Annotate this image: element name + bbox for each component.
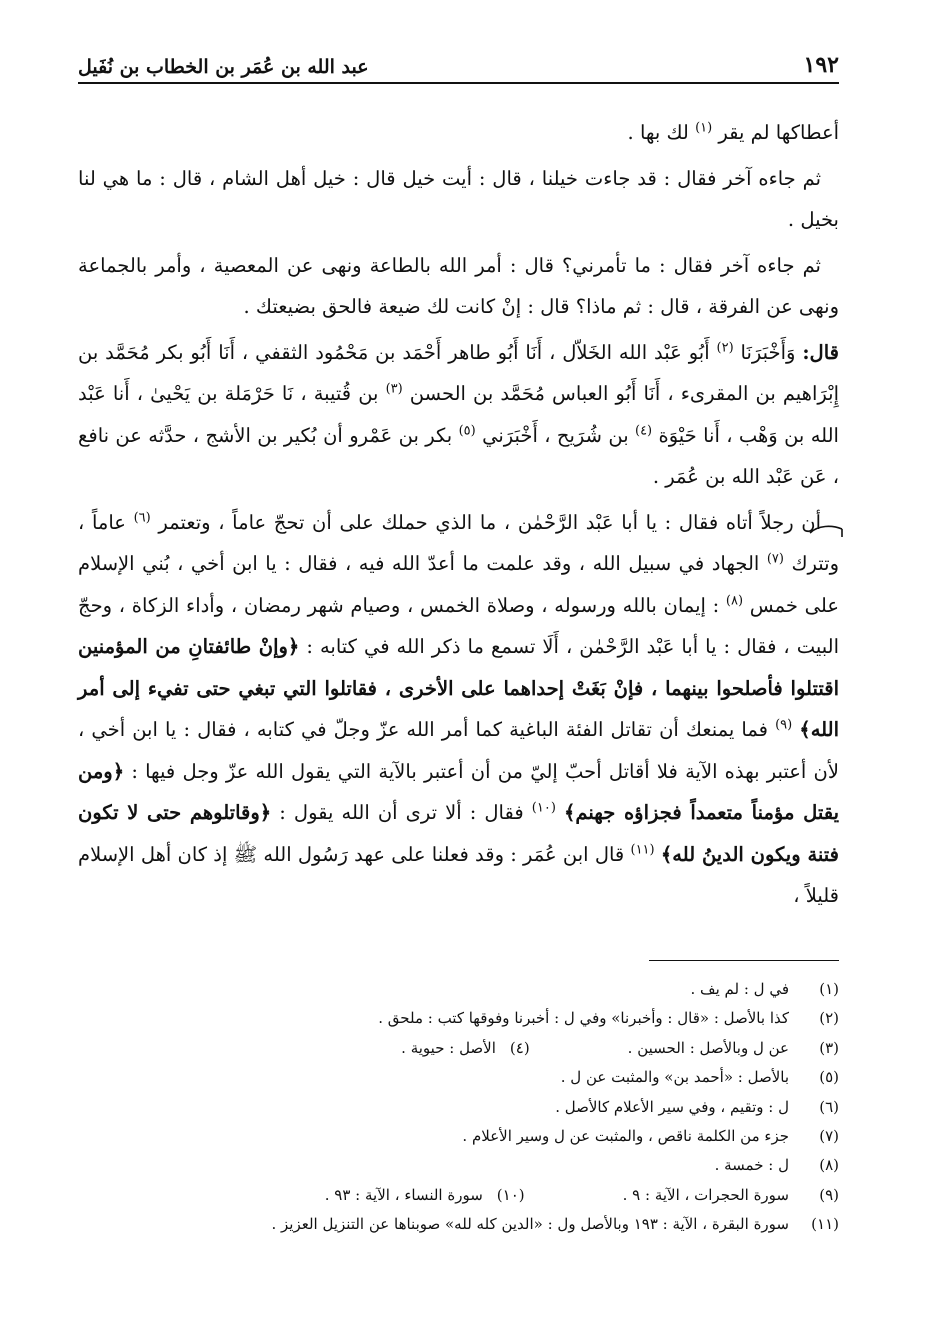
paragraph-2: ثم جاءه آخر فقال : قد جاءت خيلنا ، قال : أيت خيل قال : خيل أهل الشام ، قال : ما هي لنا بخيل . (78, 166, 839, 231)
text-run: أن رجلاً أتاه فقال : يا أبا عَبْد الرَّحْمٰن ، ما الذي حملك على أن تحجّ عاماً ، وتعتمر (158, 510, 822, 534)
main-text (78, 112, 839, 921)
footnote-ref-5[interactable]: (٥) (458, 423, 476, 438)
footnote-text: سورة النساء ، الآية : ٩٣ . (324, 1185, 483, 1204)
running-header (78, 44, 839, 84)
text-run: عاماً ، وتترك (78, 510, 840, 575)
footnote-text: جزء من الكلمة ناقص ، والمثبت عن ل وسير الأعلام . (462, 1127, 789, 1146)
footnote-8 (78, 1151, 839, 1180)
footnote-separator (649, 960, 839, 961)
quran-quote-2: ﴿ومن يقتل مؤمناً متعمداً فجزاؤه جهنم﴾ (78, 759, 840, 824)
paragraph-5 (78, 502, 839, 917)
footnote-text: ل : خمسة . (714, 1156, 789, 1175)
qala-lead: قال: (802, 340, 839, 364)
text-run: فقال : ألا ترى أن الله يقول : (279, 801, 524, 824)
text-run: بن شُرَيح ، أَخْبَرَني (482, 423, 629, 447)
text-run: بن قُتيبة ، نَا حَرْمَلة بن يَحْيىٰ ، أَنا عَبْد الله بن وَهْب ، أَنا حَيْوَة (78, 382, 839, 447)
text-run: أعطاكها لم يقر (718, 121, 839, 144)
footnote-number: (٩) (819, 1185, 839, 1204)
running-title: عبد الله بن عُمَر بن الخطاب بن نُفَيل (78, 56, 369, 78)
footnotes (78, 975, 839, 1240)
text-run: أَبُو عَبْد الله الخَلاّل ، أَنَا أَبُو طاهر أَحْمَد بن مَحْمُود الثقفي ، أَنَا أَبُو بكر مُحَمَّد بن إِبْرَاهيم بن المقرىء ، أَنَا أَبُو العباس مُحَمَّد بن الحسن (78, 340, 839, 405)
footnote-text: الأصل : حيوية . (401, 1038, 496, 1057)
quran-quote-3: ﴿وقاتلوهم حتى لا تكون فتنة ويكون الدينُ لله﴾ (78, 801, 840, 866)
footnote-ref-1[interactable]: (١) (695, 120, 713, 136)
text-run: فما يمنعك أن تقاتل الفئة الباغية كما أمر الله عزّ وجلّ في كتابه ، فقال : يا ابن أخي ، لأن أعتبر بهذه الآية فلا أقاتل أحبّ إليّ من أن أعتبر بالآية التي يقول الله عزّ وجل فيها : (78, 718, 839, 783)
footnote-ref-8[interactable]: (٨) (725, 593, 744, 608)
footnote-ref-3[interactable]: (٣) (385, 381, 403, 397)
footnote-ref-2[interactable]: (٢) (716, 340, 734, 355)
footnote-11 (78, 1210, 839, 1239)
footnote-text: كذا بالأصل : «قال : وأخبرنا» وفي ل : أخبرنا وفوقها كتب : ملحق . (378, 1009, 789, 1028)
footnote-ref-4[interactable]: (٤) (634, 423, 653, 438)
footnote-ref-11[interactable]: (١١) (630, 842, 655, 857)
footnote-text: ل : وتقيم ، وفي سير الأعلام كالأصل . (555, 1097, 789, 1116)
footnote-text: في ل : لم يف . (690, 980, 789, 998)
footnote-text: سورة الحجرات ، الآية : ٩ . (622, 1185, 789, 1204)
text-run: لك بها . (627, 121, 689, 144)
footnote-number: (١١) (811, 1215, 839, 1234)
footnote-3-4 (78, 1034, 839, 1063)
text-run: قال ابن عُمَر : وقد فعلنا على عهد رَسُول الله ﷺ إذ كان أهل الإسلام قليلاً ، (78, 842, 839, 907)
footnote-ref-7[interactable]: (٧) (766, 551, 784, 567)
footnote-number: (٣) (819, 1038, 839, 1057)
footnote-number: (٢) (819, 1009, 839, 1028)
text-run: بكر بن عَمْرو أن بُكير بن الأشج ، حدَّثه عن نافع ، عَن عَبْد الله بن عُمَر . (78, 423, 839, 488)
text-run: الجهاد في سبيل الله ، وقد علمت ما أعدّ الله فيه ، فقال : يا ابن أخي ، بُني الإسلام على خمس (78, 552, 840, 617)
footnote-text: عن ل وبالأصل : الحسين . (627, 1038, 789, 1057)
footnote-ref-9[interactable]: (٩) (775, 717, 793, 733)
footnote-9-10 (78, 1181, 839, 1210)
footnote-6 (78, 1093, 839, 1122)
footnote-number: (٤) (509, 1038, 530, 1057)
footnote-1 (78, 975, 839, 1004)
footnote-5 (78, 1063, 839, 1092)
footnote-7 (78, 1122, 839, 1151)
paragraph-3: ثم جاءه آخر فقال : ما تأمرني؟ قال : أمر الله بالطاعة ونهى عن المعصية ، وأمر بالجماعة ونهى عن الفرقة ، قال : ثم ماذا؟ قال : إنْ كانت لك ضيعة فالحق بضيعتك . (78, 253, 839, 318)
quran-quote-1: ﴿وإنْ طائفتانِ من المؤمنين اقتتلوا فأصلحوا بينهما ، فإنْ بَغَتْ إحداهما على الأخرى ، فقاتلوا التي تبغي حتى تفيء إلى أمر الله﴾ (78, 635, 839, 741)
footnote-text: سورة البقرة ، الآية : ١٩٣ وبالأصل ول : «الدين كله لله» صوبناها عن التنزيل العزيز . (271, 1215, 789, 1234)
text-run: وَأَخْبَرَنَا (740, 340, 796, 364)
footnote-ref-6[interactable]: (٦) (133, 510, 151, 525)
footnote-number: (٥) (819, 1068, 839, 1087)
text-run: : إيمان بالله ورسوله ، وصلاة الخمس ، وصيام شهر رمضان ، وأداء الزكاة ، وحجّ البيت ، فقال : يا أبا عَبْد الرَّحْمٰن ، أَلَا تسمع ما ذكر الله في كتابه : (78, 593, 839, 658)
footnote-text: بالأصل : «أحمد بن» والمثبت عن ل . (560, 1068, 789, 1087)
footnote-number: (١) (819, 980, 839, 998)
footnote-number: (٧) (819, 1127, 839, 1146)
footnote-ref-10[interactable]: (١٠) (531, 800, 556, 816)
footnote-number: (٦) (819, 1097, 839, 1116)
paragraph-4-isnad (78, 332, 839, 498)
paragraph-1 (78, 112, 839, 154)
footnote-2 (78, 1004, 839, 1033)
page-number: ١٩٢ (803, 52, 839, 78)
margin-mark-icon (808, 523, 844, 539)
footnote-number: (١٠) (496, 1185, 525, 1204)
footnote-number: (٨) (819, 1156, 839, 1175)
